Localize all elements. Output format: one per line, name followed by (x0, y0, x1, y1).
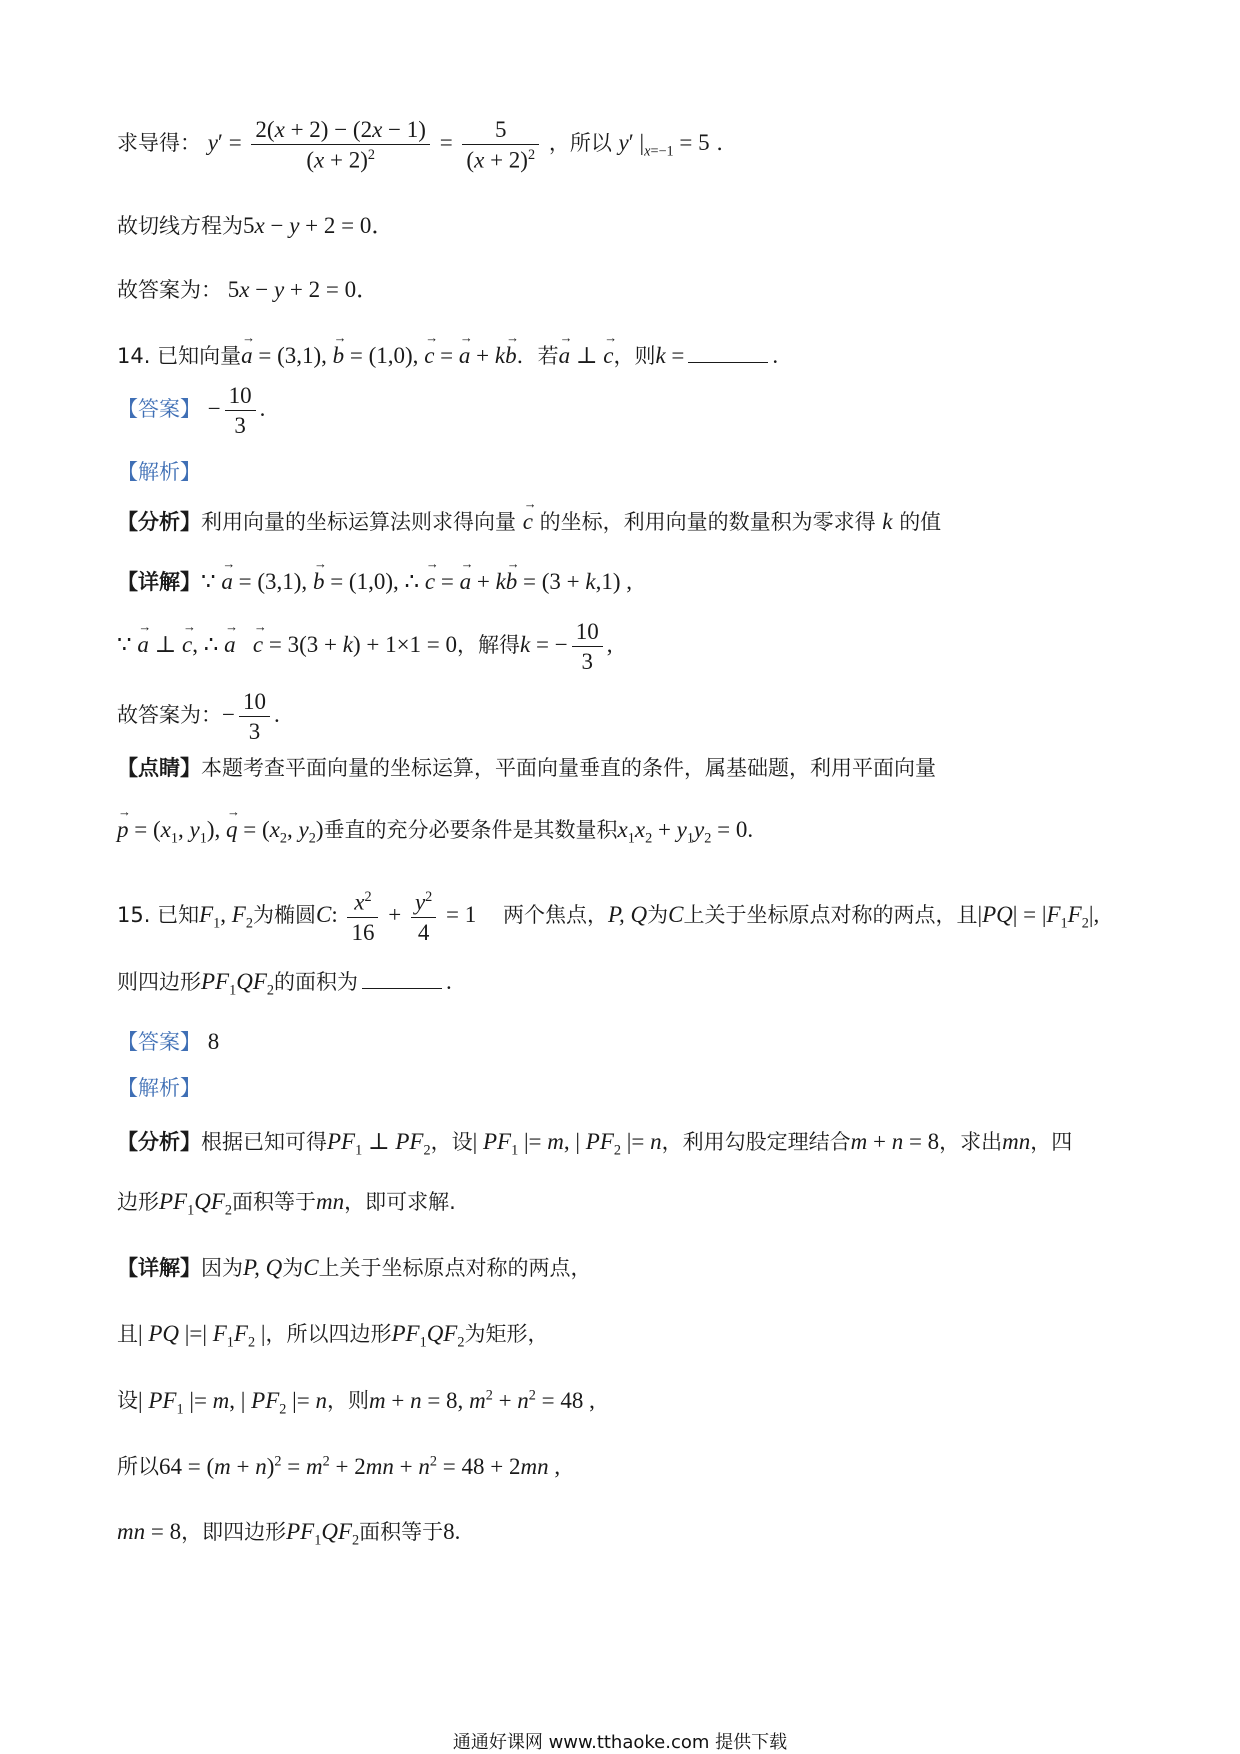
q14-dianjing-1 (117, 758, 936, 779)
q15-b: 为椭圆 (252, 903, 316, 928)
q15-d2-a: 且 (117, 1322, 138, 1346)
tangent-equation-line (117, 214, 394, 237)
q14-fenxi (117, 510, 941, 533)
q15-d4-eq: $64 = (m + n)^2 = m^2 + 2mn + n^2 = 48 + 2mn$ , (159, 1453, 561, 1479)
answer-tag: 【答案】 (117, 396, 201, 421)
slope-value: y′ $|_{x=-1} = 5$ (618, 130, 710, 160)
q14-pq: → $p = (x_1$, $y_1$), → $q = (x_2$, $y_2$) (117, 817, 324, 842)
q15-analysis-tag: 【解析】 (117, 1076, 201, 1100)
dianjing-tag: 【点睛】 (117, 756, 201, 780)
q15-d2-cond: | PQ |=| $F_1F_2$ | (138, 1321, 266, 1351)
q14-fenxi-2: 的坐标，利用向量的数量积为零求得 (539, 510, 876, 534)
q15-number: 15. (117, 903, 151, 928)
q15-c: 两个焦点， (502, 903, 608, 928)
q15-d1-c-text: 上关于坐标原点对称的两点， (318, 1256, 592, 1280)
vec-c: → c (523, 510, 533, 533)
tangent-label: 故切线方程为 (117, 214, 243, 238)
q15-blank (362, 988, 442, 989)
q14-detail-formula-2: ∵ → a ⊥ → c, ∴ → a → c = 3(3 + k) + 1×1 = 0 (117, 632, 457, 657)
q14-solve: ，解得 (457, 632, 521, 657)
q15-quad-2: $PF_1QF_2$ (159, 1189, 233, 1219)
q15-d2-quad: $PF_1QF_2$ (391, 1321, 465, 1351)
answer-line-13 (117, 278, 379, 301)
q15-d3-a: 设 (117, 1388, 138, 1413)
q15-fx-8: ，即可求解. (344, 1190, 456, 1214)
q15-fx-1: 根据已知可得 (201, 1130, 327, 1154)
q15-detail-2 (117, 1322, 548, 1350)
q15-d3-def: | $PF_1$ |= m, | $PF_2$ |= n (138, 1387, 327, 1418)
derivative-formula: y′ = $\frac{2(x + 2) - (2x - 1)}{(x + 2)^2}$ = $\frac{5}{(x + 2)^2}$ (208, 130, 549, 155)
q15-d1-c: C (303, 1255, 319, 1280)
q14-fenxi-1: 利用向量的坐标运算法则求得向量 (201, 510, 516, 534)
q15-d3-eq: m + n = 8, $m^2 + n^2 = 48$ , (368, 1387, 595, 1413)
q15-fx-5: ，四 (1030, 1130, 1073, 1154)
q15-d5-quad: $PF_1QF_2$ (286, 1519, 360, 1549)
q14-perp: → a ⊥ → c (559, 343, 614, 368)
q15-detail-4 (117, 1454, 560, 1478)
q14-answer (117, 384, 265, 437)
q14-detail-1 (117, 570, 632, 593)
q15-foci: $F_1$, $F_2$ (199, 902, 253, 932)
q14-blank (688, 362, 768, 363)
q15-d4-a: 所以 (117, 1454, 159, 1479)
period: ． (716, 131, 738, 156)
q15-f: 则四边形 (117, 970, 201, 994)
page-footer: 通通好课网 www.tthaoke.com 提供下载 (452, 1732, 788, 1753)
q14-k-value: k = − $\frac{10}{3}$ , (520, 619, 613, 674)
q15-fx-4: ，求出 (939, 1130, 1003, 1154)
q14-then: ，则 (613, 344, 656, 368)
q14-vectors: → a = (3,1), → b = (1,0), → c = → a + k→ b (241, 343, 517, 368)
q14-if: ．若 (516, 344, 559, 368)
q14-final-label: 故答案为： (117, 702, 222, 727)
q15-answer (117, 1030, 219, 1053)
detail-tag-15: 【详解】 (117, 1256, 201, 1280)
q14-dj-2: 垂直的充分必要条件是其数量积 (323, 818, 618, 842)
q15-d5-val: 8. (443, 1519, 461, 1544)
var-k: k (882, 509, 893, 534)
detail-tag: 【详解】 (117, 570, 201, 594)
q15-a: 已知 (157, 903, 200, 928)
answer-label: 故答案为： (117, 278, 222, 302)
fenxi-tag-15: 【分析】 (117, 1130, 201, 1154)
q15-d3-b: ，则 (326, 1388, 369, 1413)
q14-number: 14. (117, 344, 151, 368)
q15-d: 为 (647, 903, 669, 928)
q15-d2-b: ，所以四边形 (265, 1322, 392, 1346)
q14-final (117, 690, 280, 743)
q14-detail-formula-1: ∵ → a = (3,1), → b = (1,0), ∴ → c = → a + k→ b = (3 + k,1) , (201, 569, 632, 594)
q15-d5-a: ，即四边形 (181, 1520, 287, 1544)
q15-perp: $PF_1$ ⊥ $PF_2$ (327, 1129, 431, 1159)
q15-mn: mn (1002, 1129, 1031, 1154)
q15-answer-value: 8 (207, 1029, 220, 1054)
q15-mn-def: | $PF_1$ |= m, | $PF_2$ |= n (472, 1129, 662, 1159)
q15-detail-3 (117, 1388, 595, 1417)
q15-d2-c: 为矩形， (464, 1322, 549, 1346)
q14-dianjing-2 (117, 818, 753, 846)
fenxi-tag: 【分析】 (117, 510, 201, 534)
q15-detail-5 (117, 1520, 460, 1548)
q15-fx-6: 边形 (117, 1190, 159, 1214)
so-text: ，所以 (548, 131, 612, 156)
q14-text: 已知向量 (157, 344, 242, 368)
q14-fenxi-3: 的值 (899, 510, 942, 534)
q15-ellipse: C: $\frac{x^2}{16}$ + $\frac{y^2}{4}$ = 1 (315, 889, 477, 945)
q14-dot: $x_1x_2 + y_1y_2 = 0$. (617, 817, 754, 847)
q15-cond: $|PQ| = |F_1F_2|$, (977, 902, 1100, 932)
q14-k: k = (655, 343, 685, 368)
q15-fx-3: ，利用勾股定理结合 (661, 1130, 851, 1154)
q15-sum: m + n = 8 (850, 1129, 940, 1154)
q15-fx-2: ，设 (430, 1130, 473, 1154)
q14-analysis-tag: 【解析】 (117, 460, 201, 484)
derivative-label: 求导得： (117, 131, 201, 156)
tangent-equation: 5x − y + 2 = 0． (243, 213, 395, 238)
question-14: 14. 已知向量→ a = (3,1), → b = (1,0), → c = → a + k→ b．若→ a ⊥ → c，则k = . (117, 344, 778, 367)
q15-pq: P, Q (607, 902, 648, 928)
q15-fenxi-1 (117, 1130, 1072, 1158)
q14-final-value: − $\frac{10}{3}$ . (222, 689, 280, 744)
q15-d1-a: 因为 (201, 1256, 243, 1280)
q15-c-var: C (668, 902, 684, 928)
q14-detail-2 (117, 620, 612, 673)
q15-d5-eq: mn = 8 (117, 1519, 182, 1544)
q15-fx-7: 面积等于 (232, 1190, 317, 1214)
question-15-cont: 则四边形$PF_1QF_2$的面积为 . (117, 969, 452, 999)
q14-dj-1: 本题考查平面向量的坐标运算，平面向量垂直的条件，属基础题，利用平面向量 (201, 756, 936, 780)
question-15 (117, 890, 1099, 944)
derivative-line (117, 118, 737, 172)
q15-d1-pq: P, Q (243, 1255, 283, 1280)
q15-d5-b: 面积等于 (359, 1520, 444, 1544)
q15-detail-1 (117, 1256, 592, 1279)
answer-13: 5x − y + 2 = 0． (222, 277, 380, 302)
q15-e: 上关于坐标原点对称的两点，且 (683, 903, 978, 928)
q14-answer-value: − $\frac{10}{3}$ . (207, 383, 266, 438)
q15-g: 的面积为 (274, 970, 359, 994)
q15-fenxi-2 (117, 1190, 456, 1218)
q15-quad: $PF_1QF_2$ (201, 969, 275, 999)
q15-d1-b: 为 (282, 1256, 304, 1280)
answer-tag-15: 【答案】 (117, 1030, 201, 1054)
q15-mn-2: mn (316, 1189, 345, 1214)
